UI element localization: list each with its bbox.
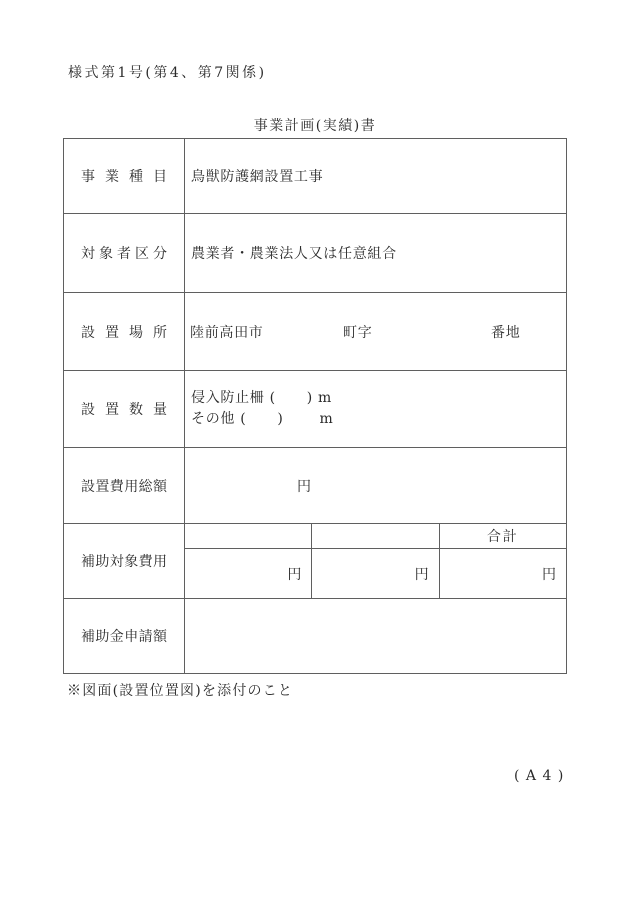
row-subsidy-target-cost — [64, 523, 566, 598]
installation-place-value-cell — [185, 293, 566, 370]
place-town-label: 町字 — [343, 324, 373, 341]
applicant-category-label-cell — [64, 214, 185, 292]
installation-place-label-cell — [64, 293, 185, 370]
project-type-label: 事業種目 — [81, 169, 167, 185]
applicant-category-label: 対象者区分 — [81, 246, 167, 262]
applicant-category-value-cell — [185, 214, 566, 292]
subsidy-sub-header-row — [185, 524, 566, 548]
subsidy-application-amount-label: 補助金申請額 — [81, 629, 167, 645]
installation-quantity-value-cell — [185, 371, 566, 447]
applicant-category-value: 農業者・農業法人又は任意組合 — [191, 246, 397, 262]
paper-size-label: ( A 4 ) — [514, 768, 565, 784]
project-type-value: 鳥獣防護網設置工事 — [191, 169, 324, 185]
total-installation-cost-label-cell — [64, 448, 185, 523]
quantity-other-line: その他 ( ) m — [191, 411, 334, 427]
subsidy-target-cost-label: 補助対象費用 — [81, 554, 167, 570]
yen-unit: 円 — [439, 549, 566, 598]
subsidy-application-amount-value-cell — [185, 599, 566, 673]
installation-quantity-label-cell — [64, 371, 185, 447]
installation-quantity-label: 設置数量 — [81, 402, 167, 418]
yen-unit: 円 — [311, 549, 438, 598]
row-installation-place — [64, 292, 566, 370]
subsidy-col1-header — [185, 524, 311, 548]
total-installation-cost-label: 設置費用総額 — [81, 478, 167, 495]
row-applicant-category — [64, 213, 566, 292]
quantity-fence-line: 侵入防止柵 ( ) m — [191, 390, 333, 406]
row-total-installation-cost — [64, 447, 566, 523]
project-type-label-cell — [64, 139, 185, 213]
row-subsidy-application-amount — [64, 598, 566, 673]
subsidy-col2-header — [311, 524, 438, 548]
installation-place-label: 設置場所 — [81, 324, 167, 341]
subsidy-target-cost-value-cell — [185, 524, 566, 598]
yen-unit: 円 — [297, 478, 312, 495]
place-lot-label: 番地 — [491, 324, 521, 341]
page-title: 事業計画(実績)書 — [253, 118, 377, 134]
attachment-note: ※図面(設置位置図)を添付のこと — [67, 683, 294, 699]
subsidy-application-amount-label-cell — [64, 599, 185, 673]
total-installation-cost-value-cell — [185, 448, 566, 523]
subsidy-target-cost-label-cell — [64, 524, 185, 598]
subsidy-sub-value-row — [185, 548, 566, 598]
project-type-value-cell — [185, 139, 566, 213]
form-number: 様式第1号(第4、第7関係) — [68, 65, 267, 81]
row-project-type — [64, 139, 566, 213]
place-city: 陸前高田市 — [190, 324, 264, 341]
yen-unit: 円 — [287, 566, 302, 583]
total-header: 合計 — [439, 524, 566, 548]
row-installation-quantity — [64, 370, 566, 447]
business-plan-table — [63, 138, 567, 674]
